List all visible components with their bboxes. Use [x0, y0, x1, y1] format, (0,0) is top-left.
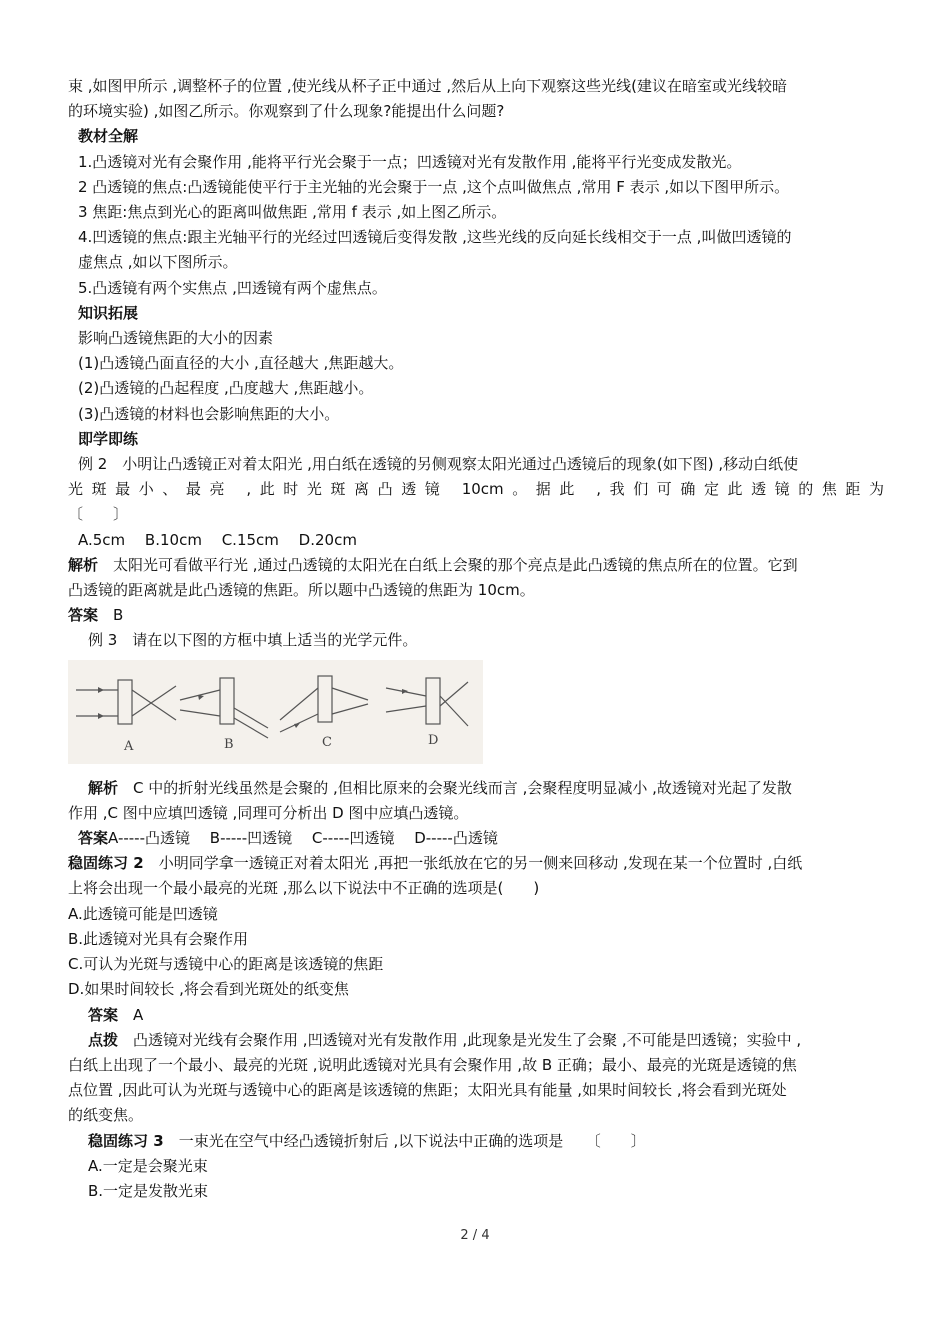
analysis-3-line-1 [68, 776, 884, 801]
hint-line-4: 的纸变焦。 [68, 1106, 144, 1125]
extension-item-3: (3)凸透镜的材料也会影响焦距的大小。 [78, 404, 340, 423]
page-number: 2 / 4 [460, 1228, 490, 1243]
example-2-bracket: 〔 〕 [68, 505, 129, 524]
exercise-2-option-c: C.可认为光斑与透镜中心的距离是该透镜的焦距 [68, 955, 384, 974]
answer-4-label: 答案 [88, 1005, 119, 1024]
textbook-point-3: 3 焦距:焦点到光心的距离叫做焦距 ,常用 f 表示 ,如上图乙所示。 [78, 203, 507, 222]
exercise-2-line-2: 上将会出现一个最小最亮的光斑 ,那么以下说法中不正确的选项是( ) [68, 879, 540, 898]
arrow-c1 [294, 723, 300, 728]
ray-d3 [440, 696, 468, 726]
ray-b2 [180, 710, 220, 716]
answer-3-value: A-----凸透镜 B-----凹透镜 C-----凹透镜 D-----凸透镜 [108, 829, 498, 848]
exercise-2-label: 稳固练习 2 [68, 854, 144, 873]
ray-a3 [132, 690, 176, 720]
extension-intro: 影响凸透镜焦距的大小的因素 [78, 329, 274, 348]
hint-line-3: 点位置 ,因此可认为光斑与透镜中心的距离是该透镜的焦距；太阳光具有能量 ,如果时间较长 ,将会看到光斑处 [68, 1081, 787, 1100]
exercise-3-text: 一束光在空气中经凸透镜折射后 ,以下说法中正确的选项是 〔 〕 [178, 1131, 646, 1150]
figure-label-d: D [428, 732, 439, 748]
arrow-b1 [198, 695, 204, 700]
exercise-3-line [68, 1129, 884, 1154]
analysis-text: 太阳光可看做平行光 ,通过凸透镜的太阳光在白纸上会聚的那个亮点是此凸透镜的焦点所在的位置。它到 [113, 555, 798, 574]
heading-extension: 知识拓展 [78, 303, 139, 322]
answer-4 [68, 1003, 884, 1028]
extension-item-2: (2)凸透镜的凸起程度 ,凸度越大 ,焦距越小。 [78, 379, 374, 398]
ray-c4 [332, 704, 368, 714]
figure-label-a: A [124, 738, 134, 754]
figure-label-c: C [322, 734, 332, 750]
analysis-label: 解析 [68, 555, 99, 574]
arrow-d1 [402, 689, 408, 694]
exercise-3-label: 稳固练习 3 [88, 1131, 164, 1150]
box-d [426, 678, 440, 724]
arrow-a1 [98, 687, 104, 693]
textbook-point-2: 2 凸透镜的焦点:凸透镜能使平行于主光轴的光会聚于一点 ,这个点叫做焦点 ,常用 F 表示 ,如以下图甲所示。 [78, 177, 790, 196]
ray-d2 [386, 706, 426, 712]
textbook-point-4a: 4.凹透镜的焦点:跟主光轴平行的光经过凹透镜后变得发散 ,这些光线的反向延长线相交于一点 ,叫做凹透镜的 [78, 228, 792, 247]
exercise-3-option-b: B.一定是发散光束 [88, 1181, 209, 1200]
exercise-3-option-a: A.一定是会聚光束 [88, 1156, 208, 1175]
lens-diagram-figure [68, 660, 483, 764]
box-b [220, 678, 234, 724]
example-2-line-2: 光斑最小、最亮 ,此时光斑离凸透镜 10cm。据此 ,我们可确定此透镜的焦距为 [68, 480, 884, 499]
exercise-2-option-a: A.此透镜可能是凹透镜 [68, 904, 218, 923]
hint-text: 凸透镜对光线有会聚作用 ,凹透镜对光有发散作用 ,此现象是光发生了会聚 ,不可能是凹透镜；实验中 , [133, 1030, 802, 1049]
analysis-3-label: 解析 [88, 778, 119, 797]
intro-line-2: 的环境实验) ,如图乙所示。你观察到了什么现象?能提出什么问题? [68, 102, 505, 121]
ray-c3 [332, 688, 368, 700]
analysis-3-text: C 中的折射光线虽然是会聚的 ,但相比原来的会聚光线而言 ,会聚程度明显减小 ,故透镜对光起了发散 [133, 778, 792, 797]
textbook-point-1: 1.凸透镜对光有会聚作用 ,能将平行光会聚于一点；凹透镜对光有发散作用 ,能将平行光变成发散光。 [78, 152, 742, 171]
box-a [118, 680, 132, 724]
exercise-2-line-1 [68, 851, 884, 876]
answer-label: 答案 [68, 606, 99, 625]
textbook-point-4b: 虚焦点 ,如以下图所示。 [78, 253, 238, 272]
hint-line-2: 白纸上出现了一个最小、最亮的光斑 ,说明此透镜对光具有会聚作用 ,故 B 正确；最小、最亮的光斑是透镜的焦 [68, 1055, 797, 1074]
example-3-prompt: 例 3 请在以下图的方框中填上适当的光学元件。 [88, 631, 418, 650]
figure-label-b: B [224, 736, 234, 752]
ray-d4 [440, 682, 468, 706]
textbook-point-5: 5.凸透镜有两个实焦点 ,凹透镜有两个虚焦点。 [78, 278, 387, 297]
hint-label: 点拨 [88, 1030, 119, 1049]
arrow-a2 [98, 713, 104, 719]
exercise-2-text: 小明同学拿一透镜正对着太阳光 ,再把一张纸放在它的另一侧来回移动 ,发现在某一个位置时 ,白纸 [158, 854, 803, 873]
hint-line-1 [68, 1028, 884, 1053]
heading-textbook: 教材全解 [78, 127, 139, 146]
heading-practice: 即学即练 [78, 429, 139, 448]
intro-line-1: 束 ,如图甲所示 ,调整杯子的位置 ,使光线从杯子正中通过 ,然后从上向下观察这些光线(建议在暗室或光线较暗 [68, 77, 788, 95]
example-2-line-1: 例 2 小明让凸透镜正对着太阳光 ,用白纸在透镜的另侧观察太阳光通过凸透镜后的现象(如下图) ,移动白纸使 [78, 455, 799, 474]
analysis-2-line-1 [68, 553, 884, 578]
document-body [68, 74, 884, 1204]
analysis-3-line-2: 作用 ,C 图中应填凹透镜 ,同理可分析出 D 图中应填凸透镜。 [68, 803, 469, 822]
lens-diagram [68, 660, 483, 764]
ray-b3 [234, 708, 268, 728]
example-2-options: A.5cm B.10cm C.15cm D.20cm [78, 530, 357, 549]
exercise-2-option-b: B.此透镜对光具有会聚作用 [68, 929, 249, 948]
answer-value: B [113, 606, 124, 625]
ray-c1 [280, 714, 318, 732]
answer-2 [68, 603, 884, 628]
extension-item-1: (1)凸透镜凸面直径的大小 ,直径越大 ,焦距越大。 [78, 354, 404, 373]
ray-b4 [234, 718, 268, 738]
analysis-2-line-2: 凸透镜的距离就是此凸透镜的焦距。所以题中凸透镜的焦距为 10cm。 [68, 581, 535, 600]
answer-4-value: A [133, 1005, 144, 1024]
exercise-2-option-d: D.如果时间较长 ,将会看到光斑处的纸变焦 [68, 980, 349, 999]
ray-c2 [280, 688, 318, 720]
answer-3-label: 答案 [78, 829, 109, 848]
ray-a4 [132, 686, 176, 716]
box-c [318, 676, 332, 722]
answer-3 [68, 826, 884, 851]
